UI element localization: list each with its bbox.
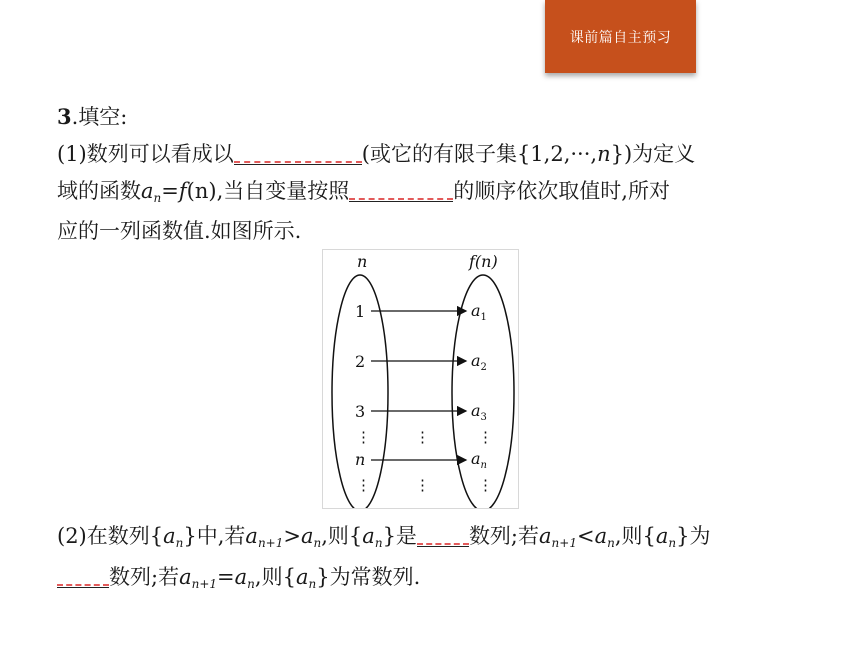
p2-text-c: > [283,524,301,548]
sub-n: n [607,536,615,550]
p1-text-g: 的顺序依次取值时,所对 [453,179,670,203]
range-dots-1: ⋮ [478,428,493,446]
blank-4 [57,565,109,588]
var-a: a [163,524,176,548]
sub-n: n [374,536,383,550]
domain-label-2: 2 [355,352,366,371]
sub-n: n [313,536,322,550]
p1-text-h: 应的一列函数值.如图所示. [57,219,302,243]
domain-dots-2: ⋮ [356,476,371,494]
sub-n: n [175,536,184,550]
p1-var-n: n [597,142,611,166]
p2-text-h: ,则{ [614,524,656,548]
paragraph-1 [57,136,817,250]
p2-text-j: 数列;若 [109,565,180,589]
p1-sub-n: n [153,191,162,205]
p2-text-b: }中,若 [183,524,246,548]
var-a: a [295,565,309,589]
sub-n1: n+1 [551,536,577,550]
sub-n: n [308,577,317,591]
p2-text-g: < [576,524,595,548]
p1-text-fn: (n) [186,179,217,203]
sub-n: n [247,577,255,591]
var-a: a [594,524,608,548]
item-number: 3 [57,104,72,129]
p1-text-b: (或它的有限子集{1,2,···, [361,142,598,166]
text-block-1 [57,98,817,250]
p2-text-i: }为 [676,524,711,548]
p2-text-l: ,则{ [254,565,296,589]
p1-text-f: ,当自变量按照 [216,179,350,203]
var-a: a [300,524,314,548]
p2-text-f: 数列;若 [468,524,540,548]
range-header: f(n) [469,252,498,271]
var-a: a [179,565,192,589]
section-tag: 课前篇自主预习 [545,0,696,73]
var-a: a [539,524,552,548]
range-dots-2: ⋮ [478,476,493,494]
paragraph-2 [57,517,827,599]
var-a: a [234,565,248,589]
p2-text-d: ,则{ [321,524,363,548]
blank-3 [417,524,469,547]
p2-text-a: (2)在数列{ [57,524,164,548]
p1-text-d: 域的函数 [57,179,141,203]
p2-text-e: }是 [382,524,417,548]
var-a: a [245,524,258,548]
range-label-3: $a_3$ [471,401,487,423]
domain-dots-1: ⋮ [356,428,371,446]
p1-text-a: (1)数列可以看成以 [57,142,234,166]
p1-var-a: a [141,179,154,203]
item-heading [57,98,817,136]
range-label-2: $a_2$ [471,351,487,373]
p1-var-f: f [178,179,187,203]
var-a: a [362,524,375,548]
middle-dots-2: ⋮ [415,476,430,494]
p2-text-m: }为常数列. [316,565,421,589]
range-label-n: $a_n$ [471,449,487,471]
var-a: a [655,524,669,548]
domain-label-n: n [355,450,366,469]
mapping-svg [323,250,518,508]
p1-text-c: })为定义 [610,142,696,166]
blank-2 [349,179,453,202]
range-label-1: $a_1$ [471,301,487,323]
sub-n1: n+1 [191,577,218,591]
sub-n: n [668,536,677,550]
item-title: .填空: [71,105,128,129]
p2-text-k: = [217,565,235,589]
blank-1 [234,142,362,165]
range-ellipse [452,275,514,508]
mapping-diagram [322,249,519,509]
domain-label-3: 3 [355,402,366,421]
domain-label-1: 1 [355,302,366,321]
middle-dots-1: ⋮ [415,428,430,446]
sub-n1: n+1 [257,536,284,550]
domain-header: n [357,252,368,271]
p1-text-e: = [161,179,179,203]
